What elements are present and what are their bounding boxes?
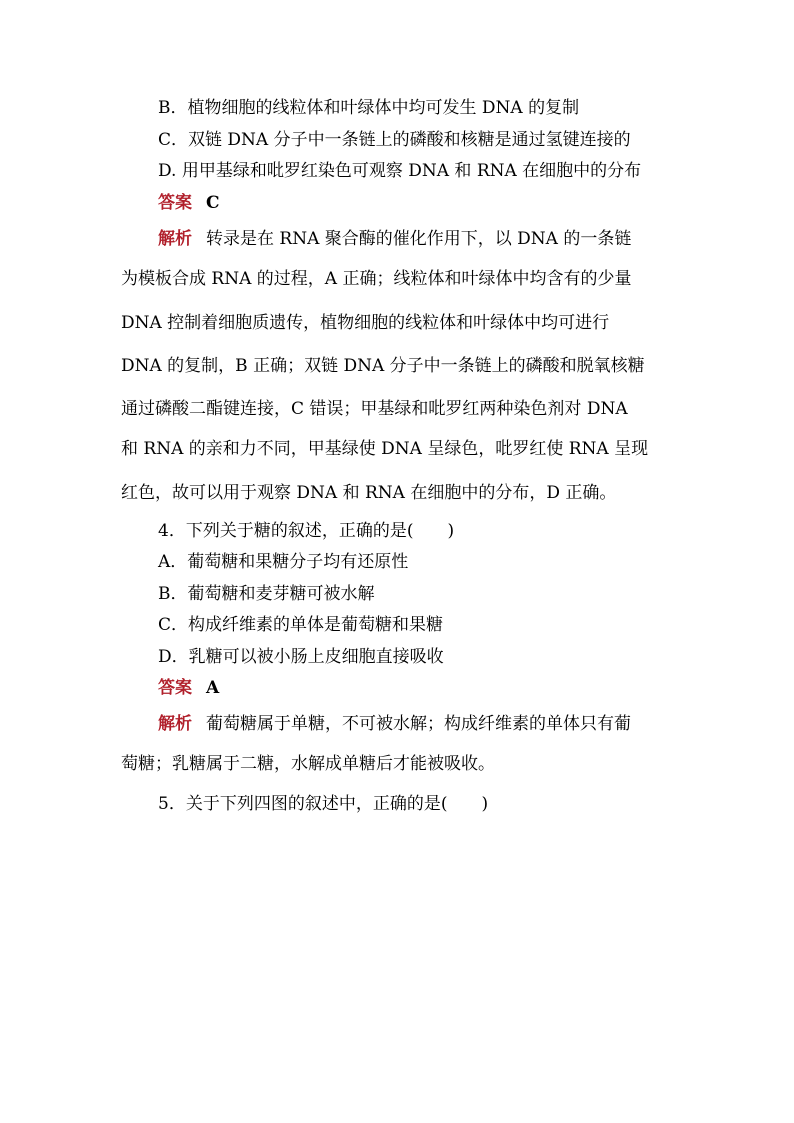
- q3-analysis-line: 转录是在 RNA 聚合酶的催化作用下，以 DNA 的一条链: [206, 229, 632, 249]
- q3-analysis-line: DNA 的复制，B 正确；双链 DNA 分子中一条链上的磷酸和脱氧核糖: [121, 356, 645, 376]
- q4-stem: 4．下列关于糖的叙述，正确的是( ): [158, 521, 455, 541]
- q4-analysis-line: 葡萄糖属于单糖，不可被水解；构成纤维素的单体只有葡: [206, 714, 631, 734]
- q4-option-c: C．构成纤维素的单体是葡萄糖和果糖: [158, 615, 444, 635]
- q4-analysis-first-line: [158, 713, 631, 735]
- q3-answer-value: C: [206, 193, 220, 213]
- q4-option-b: B．葡萄糖和麦芽糖可被水解: [158, 584, 375, 604]
- q3-analysis-line: 和 RNA 的亲和力不同，甲基绿使 DNA 呈绿色，吡罗红使 RNA 呈现: [121, 439, 649, 459]
- q4-analysis-line: 萄糖；乳糖属于二糖，水解成单糖后才能被吸收。: [121, 754, 495, 774]
- q3-analysis-line: 通过磷酸二酯键连接，C 错误；甲基绿和吡罗红两种染色剂对 DNA: [121, 399, 628, 419]
- q3-option-b: B．植物细胞的线粒体和叶绿体中均可发生 DNA 的复制: [158, 98, 580, 118]
- q3-analysis-line: DNA 控制着细胞质遗传，植物细胞的线粒体和叶绿体中均可进行: [121, 313, 610, 333]
- q3-answer-label: 答案: [158, 193, 192, 213]
- q4-answer-value: A: [206, 678, 220, 698]
- q3-answer-row: [158, 192, 220, 214]
- q5-stem: 5．关于下列四图的叙述中，正确的是( ): [158, 794, 489, 814]
- q4-answer-row: [158, 677, 219, 699]
- q3-analysis-line: 为模板合成 RNA 的过程，A 正确；线粒体和叶绿体中均含有的少量: [121, 269, 632, 289]
- q3-analysis-line: 红色，故可以用于观察 DNA 和 RNA 在细胞中的分布，D 正确。: [121, 483, 617, 503]
- q3-option-c: C．双链 DNA 分子中一条链上的磷酸和核糖是通过氢键连接的: [158, 130, 631, 150]
- q3-analysis-label: 解析: [158, 229, 192, 249]
- q4-analysis-label: 解析: [158, 714, 192, 734]
- q4-option-d: D．乳糖可以被小肠上皮细胞直接吸收: [158, 647, 444, 667]
- q4-answer-label: 答案: [158, 678, 192, 698]
- q4-option-a: A．葡萄糖和果糖分子均有还原性: [158, 552, 409, 572]
- q3-option-d: D. 用甲基绿和吡罗红染色可观察 DNA 和 RNA 在细胞中的分布: [158, 161, 642, 181]
- q3-analysis-first-line: [158, 228, 631, 250]
